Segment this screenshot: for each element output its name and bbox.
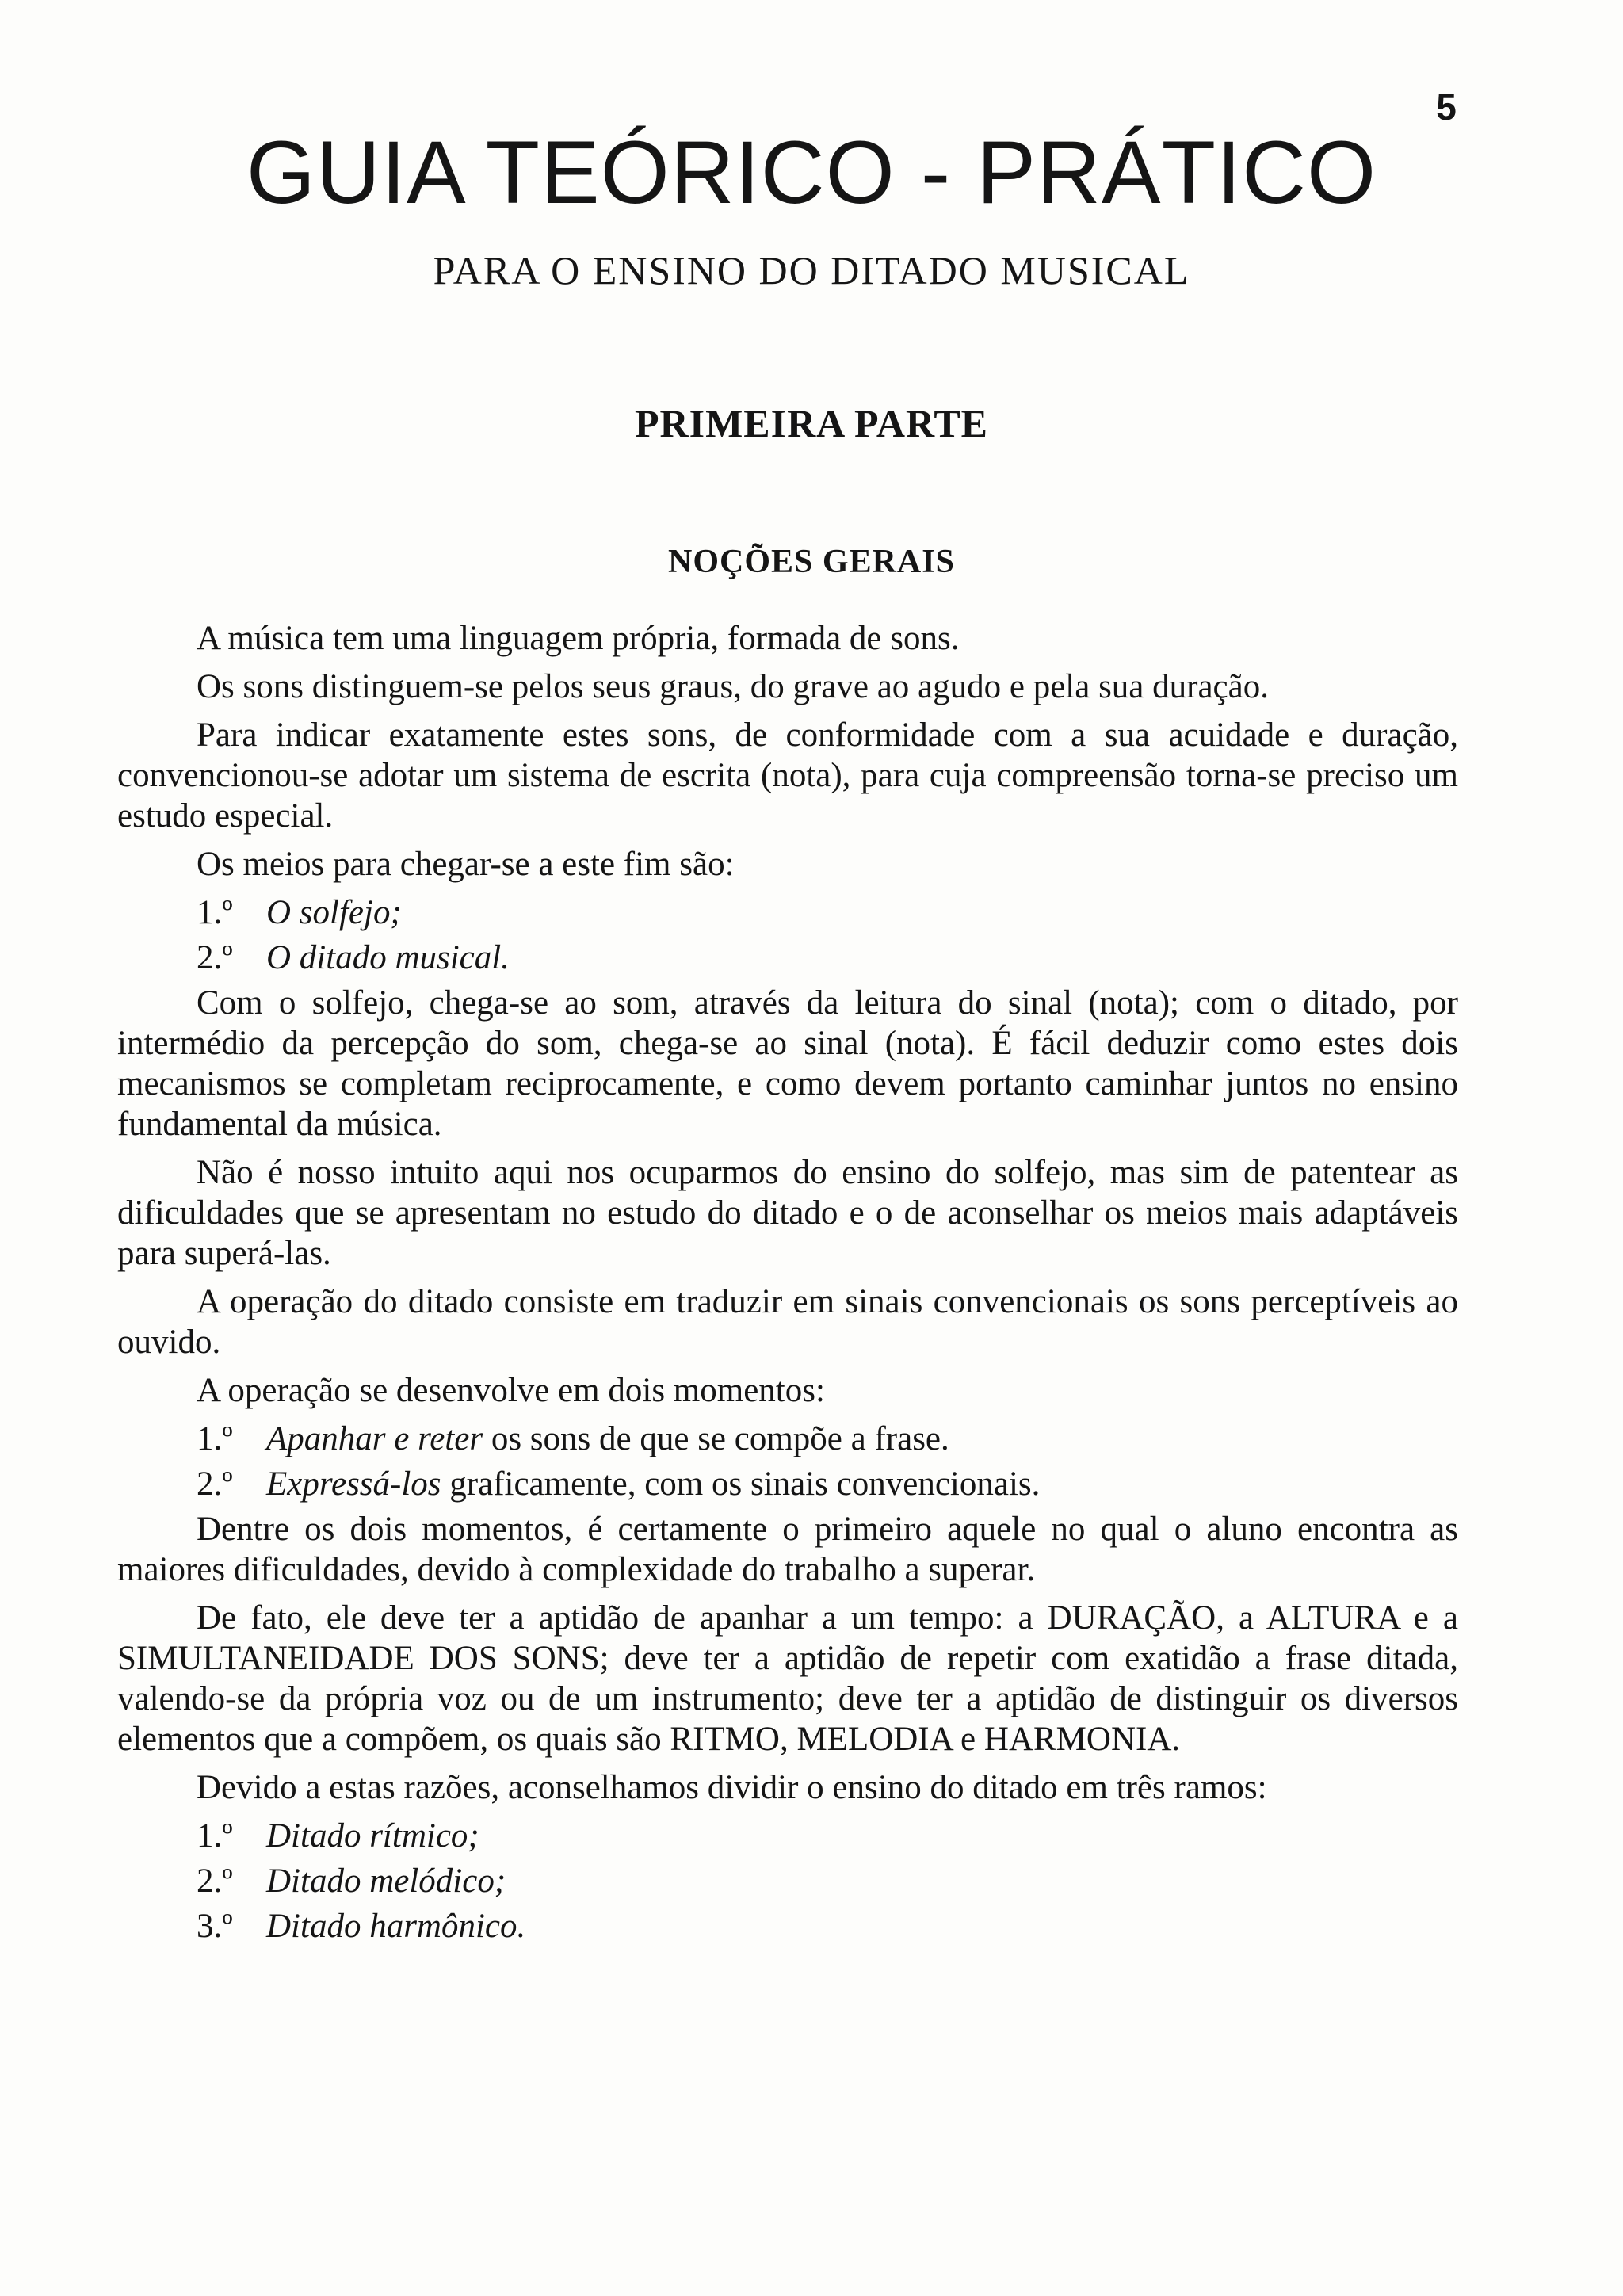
page-subtitle: PARA O ENSINO DO DITADO MUSICAL <box>433 248 1190 292</box>
list-number: 2.º <box>197 1465 233 1503</box>
list-text: Ditado melódico; <box>266 1862 506 1900</box>
page-number: 5 <box>1436 86 1457 128</box>
body-text <box>117 618 1458 1951</box>
paragraph: Devido a estas razões, aconselhamos dividir o ensino do ditado em três ramos: <box>197 1769 1267 1806</box>
section-heading: NOÇÕES GERAIS <box>668 544 955 580</box>
list-number: 1.º <box>197 1817 233 1855</box>
paragraph: Para indicar exatamente estes sons, de conformidade com a sua acuidade e duração, convencionou-se adotar um sistema de escrita (nota), para cuja compreensão torna-se preciso um estudo especial. <box>117 716 1458 835</box>
paragraph: A operação se desenvolve em dois momentos: <box>197 1372 825 1409</box>
list-text: O ditado musical. <box>266 939 510 976</box>
list-item <box>197 1816 1458 1856</box>
list-number: 2.º <box>197 1862 233 1900</box>
list-item <box>197 892 1458 933</box>
list-item <box>197 1419 1458 1459</box>
paragraph: De fato, ele deve ter a aptidão de apanhar a um tempo: a DURAÇÃO, a ALTURA e a SIMULTANEIDADE DOS SONS; deve ter a aptidão de repetir com exatidão a frase ditada, valendo-se da própria voz ou de um instrumento; deve ter a aptidão de distinguir os diversos elementos que a compõem, os quais são RITMO, MELODIA e HARMONIA. <box>117 1599 1458 1758</box>
list-number: 2.º <box>197 939 233 976</box>
list-text-italic: Apanhar e reter <box>266 1420 483 1457</box>
list-text-italic: Expressá-los <box>266 1465 441 1503</box>
paragraph: Os meios para chegar-se a este fim são: <box>197 846 735 883</box>
list-number: 1.º <box>197 894 233 931</box>
list-number: 1.º <box>197 1420 233 1457</box>
list-item <box>197 938 1458 978</box>
paragraph: Com o solfejo, chega-se ao som, através da leitura do sinal (nota); com o ditado, por intermédio da percepção do som, chega-se ao sinal (nota). É fácil deduzir como estes dois mecanismos se completam reciprocamente, e como devem portanto caminhar juntos no ensino fundamental da música. <box>117 984 1458 1143</box>
list-item <box>197 1906 1458 1946</box>
list-text: os sons de que se compõe a frase. <box>483 1420 949 1457</box>
paragraph: Dentre os dois momentos, é certamente o primeiro aquele no qual o aluno encontra as maiores dificuldades, devido à complexidade do trabalho a superar. <box>117 1511 1458 1588</box>
list-item <box>197 1464 1458 1504</box>
page-title: GUIA TEÓRICO - PRÁTICO <box>246 123 1377 222</box>
paragraph: A operação do ditado consiste em traduzir em sinais convencionais os sons perceptíveis ao ouvido. <box>117 1283 1458 1361</box>
paragraph: A música tem uma linguagem própria, formada de sons. <box>197 620 960 657</box>
list-text: Ditado rítmico; <box>266 1817 479 1855</box>
list-number: 3.º <box>197 1908 233 1945</box>
paragraph: Não é nosso intuito aqui nos ocuparmos do ensino do solfejo, mas sim de patentear as dificuldades que se apresentam no estudo do ditado e o de aconselhar os meios mais adaptáveis para superá-las. <box>117 1154 1458 1272</box>
list-text: Ditado harmônico. <box>266 1908 526 1945</box>
list-item <box>197 1861 1458 1901</box>
paragraph: Os sons distinguem-se pelos seus graus, do grave ao agudo e pela sua duração. <box>197 668 1269 705</box>
part-heading: PRIMEIRA PARTE <box>634 401 989 445</box>
list-text: O solfejo; <box>266 894 402 931</box>
list-text: graficamente, com os sinais convencionais. <box>441 1465 1041 1503</box>
